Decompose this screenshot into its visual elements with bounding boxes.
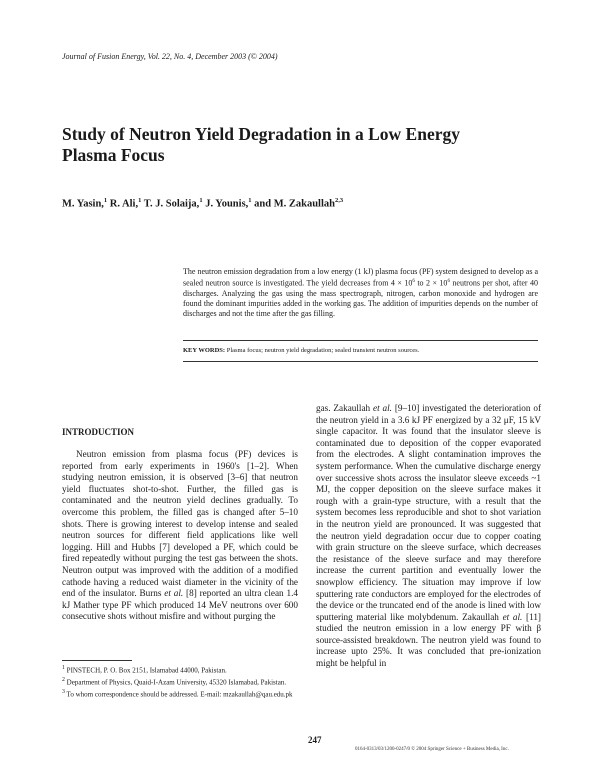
footnote-number: 1	[62, 665, 65, 671]
body-column-left	[62, 449, 298, 623]
paragraph	[62, 449, 298, 623]
keywords	[183, 347, 538, 354]
paragraph-text: [8] reported an ultra clean 1.4 kJ Mather type PF which produced 14 MeV neutrons over 600 consecutive shots without misfire and without purging the	[62, 588, 298, 622]
author-affiliation: 2,3	[334, 197, 344, 204]
paragraph-text: gas. Zakaullah	[316, 403, 374, 413]
abstract-exponent: 6	[447, 279, 450, 285]
author-affiliation: 1	[103, 197, 108, 204]
title-line-1: Study of Neutron Yield Degradation in a Low Energy	[62, 124, 460, 144]
paragraph	[316, 403, 541, 670]
section-heading: INTRODUCTION	[62, 427, 135, 437]
footnote-number: 2	[62, 677, 65, 684]
author-affiliation: 1	[199, 197, 203, 204]
abstract-text: neutrons per shot, after 40 discharges. Analyzing the gas using the mass spectrograph, nitrogen, carbon monoxide and hydrogen are found the dominant impurities added in the working gas. The addition of impurities depends on the number of discharges and not the time after the gas filling.	[183, 278, 538, 319]
footnote	[62, 688, 298, 700]
footnote-text: PINSTECH, P. O. Box 2151, Islamabad 44000, Pakistan.	[64, 666, 227, 675]
author-affiliation: 1	[138, 197, 142, 204]
title-line-2: Plasma Focus	[62, 145, 165, 165]
page-number: 247	[308, 735, 322, 745]
journal-citation: Journal of Fusion Energy, Vol. 22, No. 4, December 2003 (© 2004)	[62, 52, 278, 61]
keywords-label: KEY WORDS:	[183, 347, 226, 354]
abstract-exponent: 6	[412, 279, 415, 285]
abstract-text: The neutron emission degradation from a low energy (1 kJ) plasma focus (PF) system designed to develop as a sealed neutron source is investigated. The yield decreases from 4 × 10	[183, 267, 538, 288]
footnote-number: 3	[62, 689, 65, 696]
et-al: et al.	[164, 588, 184, 599]
abstract	[183, 267, 538, 320]
paragraph-text: [11] studied the neutron emission in a low energy PF with β source-assisted breakdown. The neutron yield was found to increase upto 25%. It was concluded that pre-ionization might be helpful in	[316, 611, 541, 669]
paragraph-text: Neutron emission from plasma focus (PF) devices is reported from early experiments in 1960's [1–2]. When studying neutron emission, it is observed [3–6] that neutron yield fluctuates shot-to-shot. Further, the filled gas is contaminated and the neutron yield declines gradually. To overcome this problem, the filled gas is changed after 5–10 shots. There is growing interest to develop intense and sealed neutron sources for different field applications like well logging. Hill and Hubbs [7] developed a PF, which could be fired repeatedly without purging the test gas between the shots. Neutron output was improved with the addition of a modified cathode having a reduced waist diameter in the vicinity of the end of the insulator. Burns	[62, 449, 298, 599]
keywords-divider	[183, 361, 538, 362]
abstract-divider	[183, 340, 538, 341]
author-name: and M. Zakaullah	[254, 198, 335, 210]
body-column-right	[316, 403, 541, 670]
footnotes	[62, 664, 298, 700]
author-name: J. Younis,	[205, 198, 249, 210]
footnote-text: To whom correspondence should be addressed. E-mail: mzakaullah@qau.edu.pk	[64, 690, 293, 699]
footnote-text: Department of Physics, Quaid-I-Azam University, 45320 Islamabad, Pakistan.	[64, 678, 287, 687]
author-name: T. J. Solaija,	[143, 198, 200, 210]
paragraph-text: [9–10] investigated the deterioration of the neutron yield in a 3.6 kJ PF energized by a 32 μF, 15 kV single capacitor. It was found that the insulator sleeve is contaminated due to deposition of the copper evaporated from the electrodes. A slight contamination improves the system performance. When the cumulative discharge energy over successive shots across the insulator sleeve exceeds ~1 MJ, the copper deposition on the sleeve surface makes it rough with a grain-type structure, with a result that the system becomes less reproducible and shot to shot variation in the neutron yield are pronounced. It was suggested that the neutron yield degradation occur due to copper coating with grain structure on the sleeve surface, which decreases the resistance of the sleeve surface and may therefore increase the current partition and eventually lower the snowplow efficiency. The situation may improve if low sputtering rate conductors are employed for the electrodes of the device or the truncated end of the anode is lined with low sputtering material like molybdenum. Zakaullah	[316, 403, 541, 622]
author-affiliation: 1	[248, 197, 252, 204]
footnote	[62, 664, 298, 676]
et-al: et al.	[373, 403, 392, 413]
et-al: et al.	[502, 611, 523, 622]
author-list	[62, 197, 343, 210]
author-name: R. Ali,	[109, 198, 139, 210]
copyright-line: 0164-0313/03/1200-0247/0 © 2004 Springer Science + Business Media, Inc.	[355, 747, 509, 752]
footnote-divider	[62, 660, 132, 661]
author-name: M. Yasin,	[62, 198, 104, 210]
footnote	[62, 676, 298, 688]
paper-title	[62, 124, 502, 166]
keywords-text: Plasma focus; neutron yield degradation; sealed transient neutron sources.	[225, 347, 420, 354]
abstract-text: to 2 × 10	[414, 278, 448, 288]
